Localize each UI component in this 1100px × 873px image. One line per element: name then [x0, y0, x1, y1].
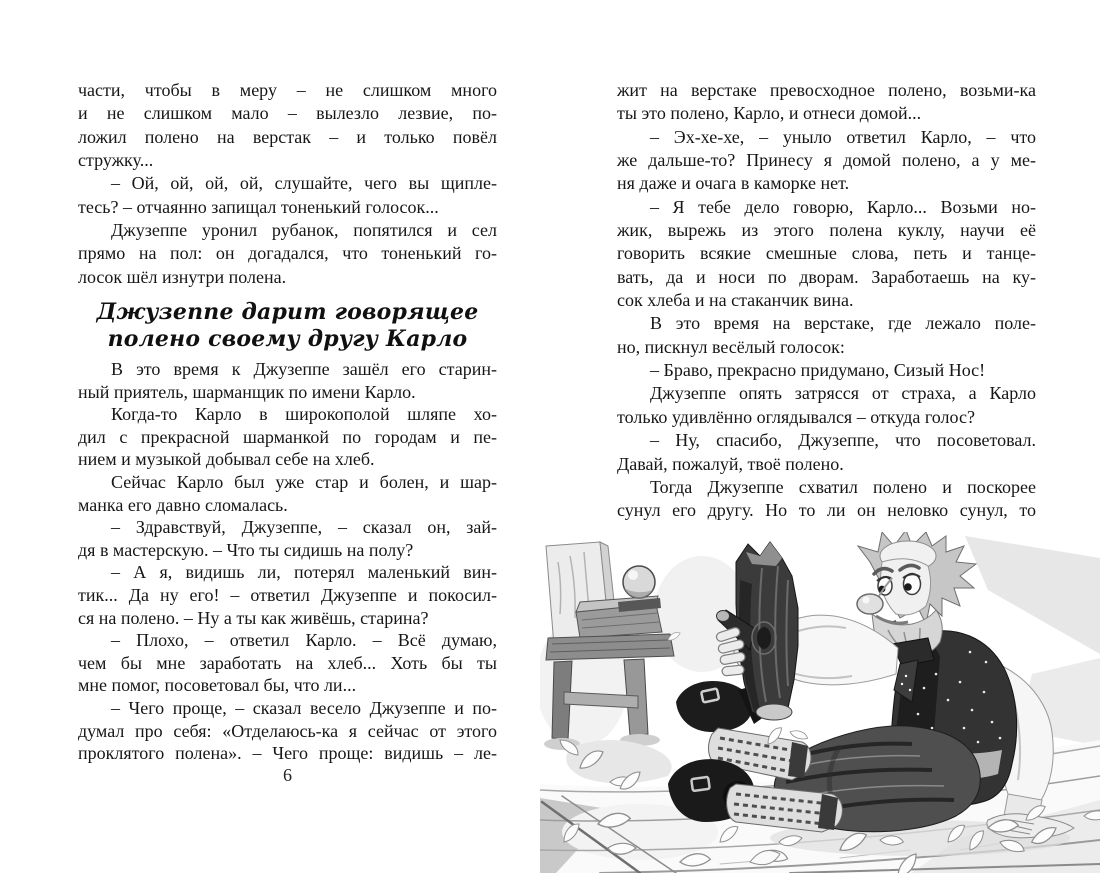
text-line: дил с прекрасной шарманкой по городам и пе- [78, 426, 497, 447]
text-line: – Здравствуй, Джузеппе, – сказал он, зай- [111, 517, 497, 538]
giuseppe-holding-log-drawing [540, 532, 1100, 873]
text-line: лосок шёл изнутри полена. [78, 266, 287, 287]
text-line: же дальше-то? Принесу я домой полено, а у ме- [617, 150, 1036, 171]
text-line: части, чтобы в меру – не слишком много [78, 80, 497, 100]
text-line: В это время на верстаке, где лежало поле- [650, 313, 1036, 334]
paragraph [78, 219, 497, 289]
text-line: Тогда Джузеппе схватил полено и поскорее [650, 476, 1036, 497]
text-line: сок хлеба и на стаканчик вина. [617, 290, 854, 311]
nose [857, 594, 883, 614]
paragraph [78, 516, 497, 561]
left-page-text-bottom [78, 358, 497, 765]
text-line: думал про себя: «Отделаюсь-ка я сейчас от этого [78, 720, 497, 741]
heading-line: Джузеппе дарит говорящее [96, 299, 479, 325]
paragraph [78, 172, 497, 219]
text-line: Сейчас Карло был уже стар и болен, и шар- [111, 471, 497, 492]
text-line: ный приятель, шарманщик по имени Карло. [78, 381, 416, 402]
text-line: – Ой, ой, ой, ой, слушайте, чего вы щипле- [111, 173, 497, 194]
paragraph [617, 359, 1036, 382]
paragraph [617, 196, 1036, 313]
paragraph [617, 476, 1036, 523]
text-line: дя в мастерскую. – Что ты сидишь на полу? [78, 539, 414, 560]
paragraph [78, 629, 497, 697]
text-line: стружку... [78, 150, 154, 171]
text-line: ся на полено. – Ну а ты как живёшь, старина? [78, 607, 429, 628]
chapter-heading [78, 299, 497, 353]
text-line: – Плохо, – ответил Карло. – Всё думаю, [111, 630, 497, 651]
paragraph [78, 561, 497, 629]
text-line: сунул его другу. Но то ли он неловко сунул, то [617, 500, 1036, 521]
text-line: – А я, видишь ли, потерял маленький вин- [111, 562, 497, 583]
text-line: – Браво, прекрасно придумано, Сизый Нос! [650, 360, 986, 381]
text-line: – Эх-хе-хе, – уныло ответил Карло, – что [650, 126, 1036, 147]
text-line: – Ну, спасибо, Джузеппе, что посоветовал. [650, 430, 1036, 451]
text-line: – Я тебе дело говорю, Карло... Возьми но- [650, 196, 1036, 217]
text-line: – Чего проще, – сказал весело Джузеппе и по- [111, 697, 497, 718]
text-line: ня даже и очага в каморке нет. [617, 173, 850, 194]
illustration-giuseppe [540, 532, 1100, 873]
text-line: Давай, пожалуй, твоё полено. [617, 453, 844, 474]
right-page-text [617, 79, 1036, 523]
paragraph [78, 697, 497, 765]
text-line: говорить всякие смешные слова, петь и танце- [617, 243, 1036, 264]
paragraph [78, 403, 497, 471]
text-line: тик... Да ну его! – ответил Джузеппе и покосил- [78, 584, 497, 605]
text-line: ты это полено, Карло, и отнеси домой... [617, 103, 922, 124]
text-line: Когда-то Карло в широкополой шляпе хо- [111, 404, 497, 425]
text-line: только удивлённо оглядывался – откуда голос? [617, 406, 975, 427]
paragraph [78, 358, 497, 403]
text-line: проклятого полена». – Чего проще: видишь – ле- [78, 743, 497, 764]
left-page-text-top [78, 79, 497, 289]
text-line: В это время к Джузеппе зашёл его старин- [111, 359, 497, 379]
paragraph [617, 382, 1036, 429]
text-line: жик, вырежь из этого полена куклу, научи её [617, 220, 1036, 241]
paragraph [78, 471, 497, 516]
text-line: мне помог, посоветовал бы, что ли... [78, 675, 357, 696]
text-line: манка его давно сломалась. [78, 494, 288, 515]
text-line: Джузеппе опять затрясся от страха, а Карло [650, 383, 1036, 404]
text-line: чем бы мне заработать на хлеб... Хоть бы ты [78, 652, 497, 673]
paragraph [617, 429, 1036, 476]
paragraph [78, 79, 497, 172]
text-line: нием и музыкой добывал себе на хлеб. [78, 449, 375, 470]
text-line: и не слишком мало – вылезло лезвие, по- [78, 103, 497, 124]
text-line: жит на верстаке превосходное полено, возьми-ка [617, 80, 1036, 100]
text-line: тесь? – отчаянно запищал тоненький голосок... [78, 196, 439, 217]
paragraph [617, 79, 1036, 126]
page-number: 6 [283, 765, 292, 785]
heading-line: полено своему другу Карло [107, 326, 468, 352]
text-line: Джузеппе уронил рубанок, попятился и сел [111, 220, 497, 241]
paragraph [617, 126, 1036, 196]
text-line: ложил полено на верстак – и только повёл [78, 126, 497, 147]
paragraph [617, 312, 1036, 359]
text-line: вать, да и носи по дворам. Заработаешь на ку- [617, 266, 1036, 287]
text-line: но, пискнул весёлый голосок: [617, 336, 845, 357]
text-line: прямо на пол: он догадался, что тоненький го- [78, 243, 497, 264]
